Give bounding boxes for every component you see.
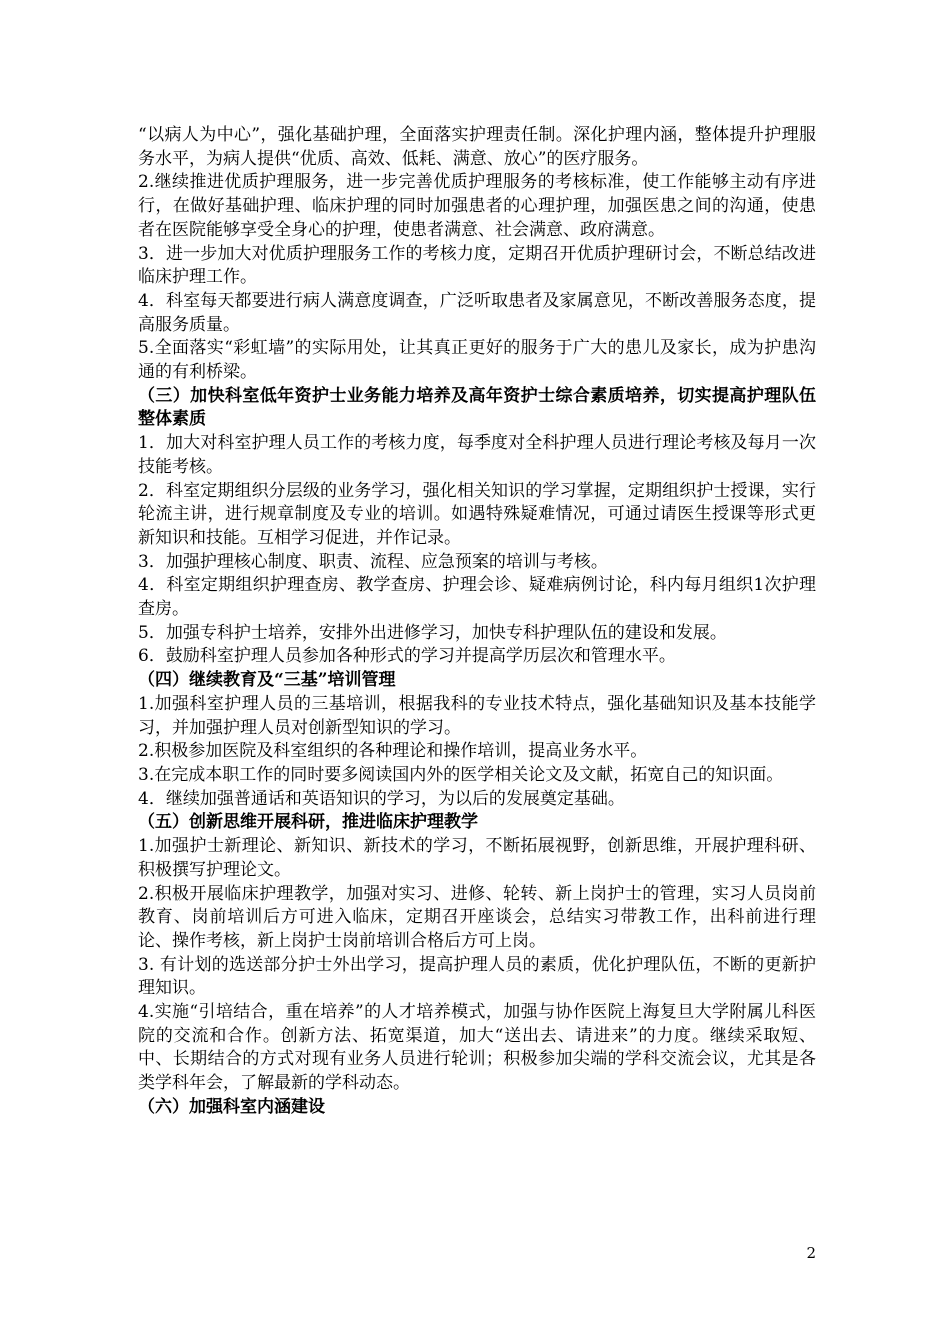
body-paragraph: 1.加强科室护理人员的三基培训，根据我科的专业技术特点，强化基础知识及基本技能学习，并加强护理人员对创新型知识的学习。 (138, 693, 816, 738)
page-number: 2 (806, 1244, 816, 1262)
section-heading: （四）继续教育及“三基”培训管理 (138, 670, 396, 691)
body-paragraph: 2.继续推进优质护理服务，进一步完善优质护理服务的考核标准，使工作能够主动有序进行，在做好基础护理、临床护理的同时加强患者的心理护理，加强医患之间的沟通，使患者在医院能够享受全身心的护理，使患者满意、社会满意、政府满意。 (138, 172, 816, 240)
body-paragraph: 2.积极参加医院及科室组织的各种理论和操作培训，提高业务水平。 (138, 741, 648, 762)
body-paragraph: 5.全面落实“彩虹墙”的实际用处，让其真正更好的服务于广大的患儿及家长，成为护患沟通的有利桥梁。 (138, 338, 816, 383)
body-paragraph: 3.在完成本职工作的同时要多阅读国内外的医学相关论文及文献，拓宽自己的知识面。 (138, 764, 784, 785)
body-paragraph: 5．加强专科护士培养，安排外出进修学习，加快专科护理队伍的建设和发展。 (138, 622, 727, 643)
body-paragraph: 4．科室每天都要进行病人满意度调查，广泛听取患者及家属意见，不断改善服务态度，提高服务质量。 (138, 290, 816, 335)
page-body (138, 124, 816, 1120)
body-paragraph: 3．加强护理核心制度、职责、流程、应急预案的培训与考核。 (138, 551, 608, 572)
body-paragraph: 3．进一步加大对优质护理服务工作的考核力度，定期召开优质护理研讨会，不断总结改进临床护理工作。 (138, 243, 816, 288)
body-paragraph: 2．科室定期组织分层级的业务学习，强化相关知识的学习掌握，定期组织护士授课，实行轮流主讲，进行规章制度及专业的培训。如遇特殊疑难情况，可通过请医生授课等形式更新知识和技能。互相学习促进，并作记录。 (138, 480, 816, 548)
body-paragraph: 1．加大对科室护理人员工作的考核力度，每季度对全科护理人员进行理论考核及每月一次技能考核。 (138, 433, 816, 477)
section-heading: （五）创新思维开展科研，推进临床护理教学 (138, 812, 478, 833)
body-paragraph: 4．继续加强普通话和英语知识的学习，为以后的发展奠定基础。 (138, 788, 625, 809)
body-paragraph: 4.实施“引培结合，重在培养”的人才培养模式，加强与协作医院上海复旦大学附属儿科医院的交流和合作。创新方法、拓宽渠道，加大“送出去、请进来”的力度。继续采取短、中、长期结合的方式对现有业务人员进行轮训；积极参加尖端的学科交流会议，尤其是各类学科年会，了解最新的学科动态。 (138, 1002, 816, 1094)
section-heading: （三）加快科室低年资护士业务能力培养及高年资护士综合素质培养，切实提高护理队伍整体素质 (138, 385, 816, 430)
body-paragraph: 6．鼓励科室护理人员参加各种形式的学习并提高学历层次和管理水平。 (138, 646, 676, 667)
body-paragraph: 2.积极开展临床护理教学，加强对实习、进修、轮转、新上岗护士的管理，实习人员岗前教育、岗前培训后方可进入临床，定期召开座谈会，总结实习带教工作，出科前进行理论、操作考核，新上岗护士岗前培训合格后方可上岗。 (138, 883, 816, 951)
section-heading: （六）加强科室内涵建设 (138, 1096, 325, 1117)
body-paragraph: 3. 有计划的选送部分护士外出学习，提高护理人员的素质，优化护理队伍，不断的更新护理知识。 (138, 954, 816, 999)
body-paragraph: 4．科室定期组织护理查房、教学查房、护理会诊、疑难病例讨论，科内每月组织1次护理查房。 (138, 575, 816, 620)
body-paragraph: 1.加强护士新理论、新知识、新技术的学习，不断拓展视野，创新思维，开展护理科研、积极撰写护理论文。 (138, 836, 816, 880)
body-paragraph: “以病人为中心”，强化基础护理，全面落实护理责任制。深化护理内涵，整体提升护理服务水平，为病人提供“优质、高效、低耗、满意、放心”的医疗服务。 (138, 125, 816, 169)
